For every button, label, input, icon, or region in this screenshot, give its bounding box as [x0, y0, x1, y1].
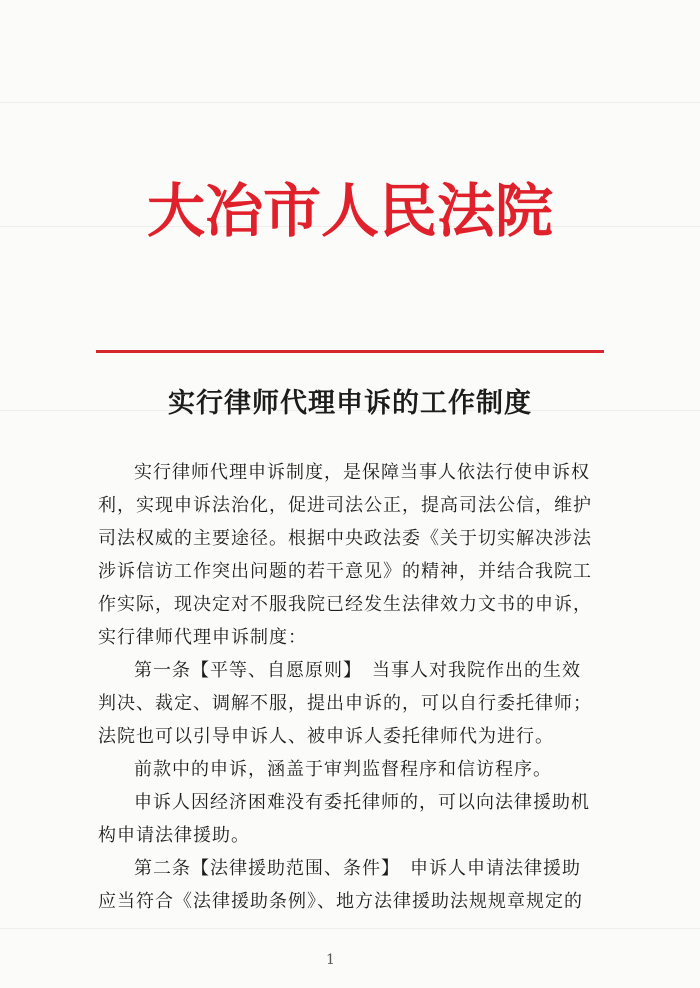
body-line: 司法权威的主要途径。根据中央政法委《关于切实解决涉法 — [98, 528, 592, 549]
page-number: 1 — [326, 952, 335, 968]
court-name-heading: 大冶市人民法院 — [146, 177, 553, 245]
body-line: 前款中的申诉，涵盖于审判监督程序和信访程序。 — [134, 759, 552, 780]
body-line: 应当符合《法律援助条例》、地方法律援助法规规章规定的 — [98, 891, 583, 912]
body-line: 第一条【平等、自愿原则】 当事人对我院作出的生效 — [134, 660, 581, 681]
document-body — [98, 456, 598, 918]
document-title: 实行律师代理申诉的工作制度 — [168, 388, 532, 419]
body-line: 实行律师代理申诉制度，是保障当事人依法行使申诉权 — [134, 462, 590, 483]
body-line: 实行律师代理申诉制度： — [98, 627, 307, 648]
body-line: 利，实现申诉法治化，促进司法公正，提高司法公信，维护 — [98, 495, 592, 516]
body-line: 构申请法律援助。 — [98, 825, 250, 846]
body-line: 作实际，现决定对不服我院已经发生法律效力文书的申诉， — [98, 594, 592, 615]
body-line: 涉诉信访工作突出问题的若干意见》的精神，并结合我院工 — [98, 561, 592, 582]
red-divider-line — [96, 350, 604, 353]
body-line: 法院也可以引导申诉人、被申诉人委托律师代为进行。 — [98, 726, 554, 747]
scan-fold-line — [0, 928, 700, 929]
body-line: 第二条【法律援助范围、条件】 申诉人申请法律援助 — [134, 858, 581, 879]
body-line: 申诉人因经济困难没有委托律师的，可以向法律援助机 — [134, 792, 590, 813]
body-line: 判决、裁定、调解不服，提出申诉的，可以自行委托律师； — [98, 693, 592, 714]
scan-fold-line — [0, 102, 700, 103]
